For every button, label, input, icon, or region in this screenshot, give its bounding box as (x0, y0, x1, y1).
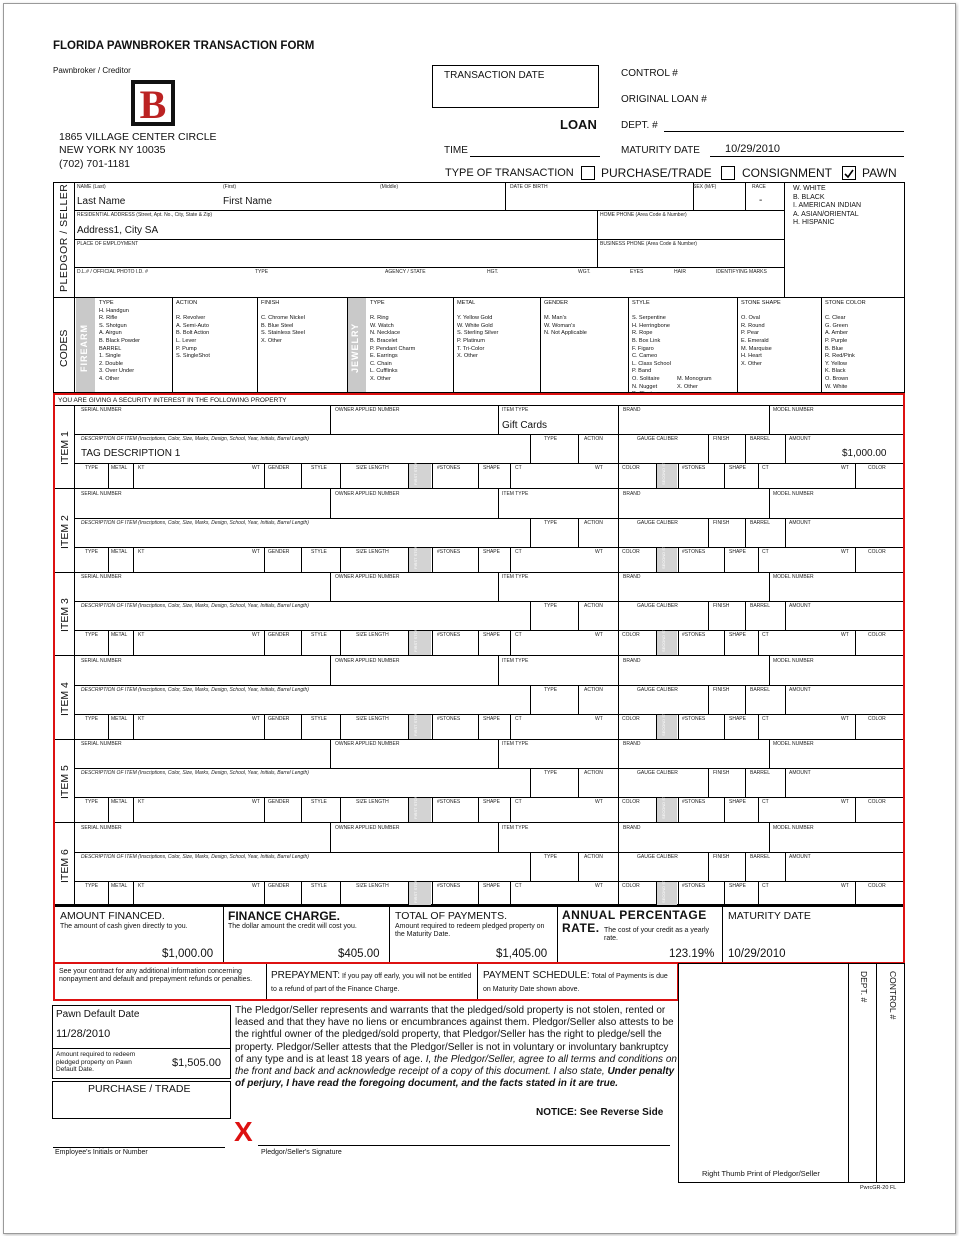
item-side-label: ITEM 4 (59, 682, 71, 716)
total-payments-text: Amount required to redeem pledged property on the Maturity Date. (395, 923, 545, 938)
creditor-address2: NEW YORK NY 10035 (59, 144, 166, 156)
brand-label: BRAND (623, 825, 641, 831)
type-label: TYPE (544, 687, 558, 693)
shape-label: SHAPE (729, 632, 746, 638)
prepayment-block: PREPAYMENT: If you pay off early, you will not be entitled to a refund of part of the Finance Charge. (271, 970, 472, 993)
shape-label: SHAPE (483, 549, 500, 555)
action-label: ACTION (584, 520, 603, 526)
footer-dept-label: DEPT. # (859, 971, 869, 1003)
serial-number-label: SERIAL NUMBER (81, 491, 122, 497)
race-field[interactable]: - (759, 195, 763, 206)
description-label: DESCRIPTION OF ITEM (Inscriptions, Color, Size, Marks, Design, School, Year, Initials, Barrel Length) (81, 770, 309, 776)
name-middle-label: (Middle) (380, 184, 399, 190)
highlight-items (53, 393, 905, 964)
amount-required-value: $1,505.00 (172, 1057, 221, 1069)
description-field[interactable]: TAG DESCRIPTION 1 (81, 448, 181, 459)
wt-label: WT (252, 632, 260, 638)
owner-number-label: OWNER APPLIED NUMBER (335, 574, 400, 580)
gender-label: GENDER (268, 716, 290, 722)
kt-label: KT (138, 549, 145, 555)
action-label: ACTION (584, 603, 603, 609)
id-type-label: TYPE (255, 269, 269, 275)
serial-number-label: SERIAL NUMBER (81, 658, 122, 664)
item-side-label: ITEM 5 (59, 765, 71, 799)
metal-label: METAL (111, 883, 128, 889)
wt-label: WT (595, 883, 603, 889)
employee-label: Employee's Initials or Number (55, 1149, 148, 1156)
first-stone-label: FIRST STONE (413, 542, 418, 569)
shape-label: SHAPE (729, 549, 746, 555)
type-label: TYPE (544, 520, 558, 526)
ct-label: CT (762, 799, 769, 805)
loan-label: LOAN (560, 117, 597, 132)
finish-label: FINISH (713, 520, 730, 526)
second-stone-label: SECOND STONE (661, 871, 666, 903)
total-payments-value: $1,405.00 (496, 948, 548, 960)
stones-label: #STONES (682, 716, 706, 722)
pledgor-section (53, 182, 905, 298)
brand-label: BRAND (623, 491, 641, 497)
first-stone-label: FIRST STONE (413, 709, 418, 736)
barrel-label: BARREL (750, 687, 771, 693)
jewelry-type-label: TYPE (85, 632, 99, 638)
style-label: STYLE (311, 465, 327, 471)
company-logo (131, 80, 175, 126)
transaction-date-label: TRANSACTION DATE (444, 70, 545, 81)
model-number-label: MODEL NUMBER (773, 825, 814, 831)
style-label: STYLE (311, 883, 327, 889)
barrel-label: BARREL (750, 770, 771, 776)
ct-label: CT (515, 716, 522, 722)
second-stone-label: SECOND STONE (661, 537, 666, 569)
amount-label: AMOUNT (789, 436, 811, 442)
style-label: STYLE (311, 716, 327, 722)
ct-label: CT (762, 716, 769, 722)
signature-label: Pledgor/Seller's Signature (261, 1149, 342, 1156)
agency-label: AGENCY / STATE (385, 269, 426, 275)
owner-number-label: OWNER APPLIED NUMBER (335, 825, 400, 831)
color-label: COLOR (868, 716, 886, 722)
item-type-label: ITEM TYPE (502, 658, 529, 664)
size-length-label: SIZE LENGTH (356, 465, 389, 471)
item-side-label: ITEM 2 (59, 515, 71, 549)
maturity-field[interactable] (710, 156, 904, 157)
amount-financed-label: AMOUNT FINANCED. (60, 910, 165, 922)
thumb-print-box (678, 963, 905, 1183)
wt-label: WT (595, 549, 603, 555)
metal-label: METAL (111, 632, 128, 638)
apr-label: ANNUAL PERCENTAGE RATE. (562, 908, 707, 935)
stone-shape-codes: STONE SHAPE O. Oval R. Round P. Pear E. Emerald M. Marquise H. Heart X. Other (741, 300, 781, 367)
shape-label: SHAPE (729, 883, 746, 889)
shape-label: SHAPE (483, 716, 500, 722)
second-stone-label: SECOND STONE (661, 620, 666, 652)
shape-label: SHAPE (483, 632, 500, 638)
signature-x-mark: X (234, 1116, 253, 1147)
item-type-field[interactable]: Gift Cards (502, 420, 548, 431)
item-type-label: ITEM TYPE (502, 407, 529, 413)
color-label: COLOR (622, 799, 640, 805)
notice-reverse: NOTICE: See Reverse Side (536, 1107, 664, 1118)
purchase-trade-box-label: PURCHASE / TRADE (88, 1083, 191, 1095)
stone-color-codes: STONE COLOR C. Clear G. Green A. Amber P. Purple B. Blue R. Red/Pink Y. Yellow K. Black O. Brown W. White (825, 300, 866, 390)
barrel-label: BARREL (750, 603, 771, 609)
barrel-label: BARREL (750, 520, 771, 526)
signature-field[interactable] (258, 1145, 670, 1146)
amount-label: AMOUNT (789, 770, 811, 776)
style-codes: STYLE S. Serpentine H. Herringbone R. Rope B. Box Link F. Figaro C. Cameo L. Class School P. Band O. Solitaire N. Nugget D. Cluster (632, 300, 671, 398)
jewelry-type-label: TYPE (85, 883, 99, 889)
contract-text: See your contract for any additional information concerning nonpayment and default and prepayment refunds or penalties. (59, 968, 253, 983)
metal-label: METAL (111, 549, 128, 555)
residential-label: RESIDENTIAL ADDRESS (Street, Apt. No., City, State & Zip) (77, 212, 213, 218)
consignment-label: CONSIGNMENT (742, 166, 832, 180)
action-label: ACTION (584, 770, 603, 776)
highlight-payments (53, 962, 679, 1001)
first-stone-label: FIRST STONE (413, 876, 418, 903)
gender-label: GENDER (268, 883, 290, 889)
model-number-label: MODEL NUMBER (773, 574, 814, 580)
finance-charge-text: The dollar amount the credit will cost you. (228, 923, 357, 930)
ct-label: CT (515, 465, 522, 471)
shape-label: SHAPE (483, 883, 500, 889)
wt-label: WT (841, 799, 849, 805)
finish-label: FINISH (713, 687, 730, 693)
kt-label: KT (138, 883, 145, 889)
wt-label: WT (595, 799, 603, 805)
dept-field[interactable] (664, 131, 904, 132)
purchase-trade-label: PURCHASE/TRADE (601, 166, 712, 180)
codes-side-label: CODES (58, 329, 70, 367)
race-label: RACE (752, 184, 766, 190)
finance-charge-value: $405.00 (338, 948, 380, 960)
disclosure-maturity-label: MATURITY DATE (728, 910, 811, 922)
description-label: DESCRIPTION OF ITEM (Inscriptions, Color, Size, Marks, Design, School, Year, Initials, Barrel Length) (81, 687, 309, 693)
jewelry-type-label: TYPE (85, 549, 99, 555)
owner-number-label: OWNER APPLIED NUMBER (335, 491, 400, 497)
description-label: DESCRIPTION OF ITEM (Inscriptions, Color, Size, Marks, Design, School, Year, Initials, Barrel Length) (81, 854, 309, 860)
color-label: COLOR (868, 799, 886, 805)
ct-label: CT (762, 632, 769, 638)
shape-label: SHAPE (483, 799, 500, 805)
brand-label: BRAND (623, 658, 641, 664)
wt-label: WT (252, 799, 260, 805)
type-label: TYPE (544, 603, 558, 609)
barrel-label: BARREL (750, 436, 771, 442)
model-number-label: MODEL NUMBER (773, 407, 814, 413)
stones-label: #STONES (437, 549, 461, 555)
second-stone-label: SECOND STONE (661, 704, 666, 736)
amount-label: AMOUNT (789, 854, 811, 860)
wt-label: WT (252, 716, 260, 722)
wt-label: WT (841, 465, 849, 471)
stones-label: #STONES (437, 883, 461, 889)
size-length-label: SIZE LENGTH (356, 799, 389, 805)
style-label: STYLE (311, 549, 327, 555)
description-label: DESCRIPTION OF ITEM (Inscriptions, Color, Size, Marks, Design, School, Year, Initials, Barrel Length) (81, 520, 309, 526)
consignment-checkbox[interactable] (721, 166, 735, 180)
jewelry-type-codes: TYPE R. Ring W. Watch N. Necklace B. Bracelet P. Pendant Charm E. Earrings C. Chain L. Cufflinks X. Other (370, 300, 416, 382)
footer-control-label: CONTROL # (888, 971, 898, 1020)
apr-text: The cost of your credit as a yearly rate. (604, 927, 710, 942)
wt-label: WT (595, 716, 603, 722)
gauge-caliber-label: GAUGE CALIBER (637, 603, 678, 609)
wt-label: WT (841, 883, 849, 889)
security-interest-header: YOU ARE GIVING A SECURITY INTEREST IN THE FOLLOWING PROPERTY (58, 397, 287, 404)
maturity-label: MATURITY DATE (621, 145, 700, 156)
wt-label: WT (595, 465, 603, 471)
gender-label: GENDER (268, 465, 290, 471)
shape-label: SHAPE (729, 465, 746, 471)
eyes-label: EYES (630, 269, 644, 275)
time-field[interactable] (470, 156, 600, 157)
color-label: COLOR (622, 883, 640, 889)
shape-label: SHAPE (729, 716, 746, 722)
ct-label: CT (762, 883, 769, 889)
brand-label: BRAND (623, 407, 641, 413)
jewelry-label: JEWELRY (350, 322, 360, 373)
amount-label: AMOUNT (789, 603, 811, 609)
logo-letter: B (139, 82, 167, 127)
model-number-label: MODEL NUMBER (773, 658, 814, 664)
creditor-address1: 1865 VILLAGE CENTER CIRCLE (59, 131, 217, 143)
first-name-field[interactable]: First Name (223, 196, 272, 207)
wt-label: WT (841, 632, 849, 638)
size-length-label: SIZE LENGTH (356, 883, 389, 889)
last-name-field[interactable]: Last Name (77, 196, 126, 207)
owner-number-label: OWNER APPLIED NUMBER (335, 741, 400, 747)
serial-number-label: SERIAL NUMBER (81, 574, 122, 580)
time-label: TIME (444, 145, 468, 156)
amount-financed-text: The amount of cash given directly to you. (60, 923, 188, 930)
wgt-label: WGT. (578, 269, 591, 275)
wt-label: WT (252, 465, 260, 471)
gender-codes: GENDER M. Man's W. Woman's N. Not Applicable (544, 300, 587, 337)
style-label: STYLE (311, 632, 327, 638)
wt-label: WT (841, 549, 849, 555)
gauge-caliber-label: GAUGE CALIBER (637, 436, 678, 442)
metal-label: METAL (111, 465, 128, 471)
kt-label: KT (138, 799, 145, 805)
item-type-label: ITEM TYPE (502, 741, 529, 747)
firearm-type-codes: TYPE H. Handgun R. Rifle S. Shotgun A. Airgun B. Black Powder BARREL 1. Single 2. Double 3. Over Under 4. Other (99, 300, 141, 382)
type-label: TYPE (544, 854, 558, 860)
wt-label: WT (595, 632, 603, 638)
stones-label: #STONES (682, 465, 706, 471)
item-side-label: ITEM 6 (59, 849, 71, 883)
hair-label: HAIR (674, 269, 686, 275)
color-label: COLOR (622, 549, 640, 555)
owner-number-label: OWNER APPLIED NUMBER (335, 658, 400, 664)
jewelry-type-label: TYPE (85, 716, 99, 722)
gauge-caliber-label: GAUGE CALIBER (637, 854, 678, 860)
employee-initials-field[interactable] (53, 1147, 225, 1148)
type-label: TYPE (544, 770, 558, 776)
address-field[interactable]: Address1, City SA (77, 225, 159, 236)
stones-label: #STONES (437, 716, 461, 722)
amount-field[interactable]: $1,000.00 (842, 448, 887, 459)
finish-label: FINISH (713, 603, 730, 609)
purchase-trade-checkbox[interactable] (581, 166, 595, 180)
style-label: STYLE (311, 799, 327, 805)
employment-label: PLACE OF EMPLOYMENT (77, 241, 139, 247)
serial-number-label: SERIAL NUMBER (81, 741, 122, 747)
wt-label: WT (252, 883, 260, 889)
hgt-label: HGT. (487, 269, 499, 275)
dl-label: D.L.# / OFFICIAL PHOTO I.D. # (77, 269, 148, 275)
item-side-label: ITEM 1 (59, 431, 71, 465)
race-codes-list: W. WHITE B. BLACK I. AMERICAN INDIAN A. ASIAN/ORIENTAL H. HISPANIC (793, 185, 862, 227)
control-label: CONTROL # (621, 68, 678, 79)
action-label: ACTION (584, 436, 603, 442)
style-extra-codes: M. Monogram X. Other (677, 376, 712, 390)
description-label: DESCRIPTION OF ITEM (Inscriptions, Color, Size, Marks, Design, School, Year, Initials, Barrel Length) (81, 436, 309, 442)
size-length-label: SIZE LENGTH (356, 632, 389, 638)
ct-label: CT (515, 632, 522, 638)
ct-label: CT (762, 549, 769, 555)
gender-label: GENDER (268, 549, 290, 555)
item-side-label: ITEM 3 (59, 598, 71, 632)
ct-label: CT (515, 883, 522, 889)
checkmark-icon (843, 168, 855, 180)
amount-financed-value: $1,000.00 (162, 948, 214, 960)
dept-label: DEPT. # (621, 120, 658, 131)
metal-codes: METAL Y. Yellow Gold W. White Gold S. Sterling Silver P. Platinum T. Tri-Color X. Other (457, 300, 499, 360)
amount-label: AMOUNT (789, 520, 811, 526)
name-first-label: (First) (223, 184, 237, 190)
firearm-action-codes: ACTION R. Revolver A. Semi-Auto B. Bolt Action L. Lever P. Pump S. SingleShot (176, 300, 210, 360)
model-number-label: MODEL NUMBER (773, 491, 814, 497)
payment-schedule-block: PAYMENT SCHEDULE: Total of Payments is due on Maturity Date shown above. (483, 970, 668, 993)
stones-label: #STONES (437, 799, 461, 805)
finance-charge-label: FINANCE CHARGE. (228, 909, 341, 923)
kt-label: KT (138, 716, 145, 722)
shape-label: SHAPE (483, 465, 500, 471)
stones-label: #STONES (437, 465, 461, 471)
business-phone-label: BUSINESS PHONE (Area Code & Number) (600, 241, 697, 247)
color-label: COLOR (622, 465, 640, 471)
second-stone-label: SECOND STONE (661, 787, 666, 819)
gender-label: GENDER (268, 799, 290, 805)
first-stone-label: FIRST STONE (413, 625, 418, 652)
default-date-value: 11/28/2010 (56, 1028, 111, 1040)
thumb-label: Right Thumb Print of Pledgor/Seller (702, 1169, 820, 1178)
total-payments-label: TOTAL OF PAYMENTS. (395, 910, 508, 922)
item-type-label: ITEM TYPE (502, 825, 529, 831)
gender-label: GENDER (268, 632, 290, 638)
color-label: COLOR (622, 716, 640, 722)
owner-number-label: OWNER APPLIED NUMBER (335, 407, 400, 413)
pawn-label: PAWN (862, 166, 897, 180)
ct-label: CT (515, 549, 522, 555)
dob-label: DATE OF BIRTH (510, 184, 548, 190)
color-label: COLOR (868, 883, 886, 889)
color-label: COLOR (868, 549, 886, 555)
action-label: ACTION (584, 854, 603, 860)
apr-value: 123.19% (669, 948, 715, 960)
name-last-label: NAME (Last) (77, 184, 106, 190)
first-stone-label: FIRST STONE (413, 792, 418, 819)
maturity-value: 10/29/2010 (725, 143, 781, 155)
serial-number-label: SERIAL NUMBER (81, 825, 122, 831)
metal-label: METAL (111, 799, 128, 805)
amount-required-label: Amount required to redeem pledged property on Pawn Default Date. (56, 1051, 136, 1073)
disclosure-maturity-value: 10/29/2010 (728, 948, 786, 960)
stones-label: #STONES (682, 883, 706, 889)
transaction-type-label: TYPE OF TRANSACTION (445, 167, 574, 179)
serial-number-label: SERIAL NUMBER (81, 407, 122, 413)
stones-label: #STONES (437, 632, 461, 638)
color-label: COLOR (868, 632, 886, 638)
color-label: COLOR (868, 465, 886, 471)
sex-label: SEX (M/F) (693, 184, 717, 190)
wt-label: WT (841, 716, 849, 722)
action-label: ACTION (584, 687, 603, 693)
kt-label: KT (138, 465, 145, 471)
creditor-phone: (702) 701-1181 (59, 158, 131, 170)
finish-label: FINISH (713, 436, 730, 442)
kt-label: KT (138, 632, 145, 638)
firearm-finish-codes: FINISH C. Chrome Nickel B. Blue Steel S. Stainless Steel X. Other (261, 300, 305, 344)
gauge-caliber-label: GAUGE CALIBER (637, 770, 678, 776)
second-stone-label: SECOND STONE (661, 453, 666, 485)
creditor-label: Pawnbroker / Creditor (53, 66, 131, 75)
jewelry-type-label: TYPE (85, 465, 99, 471)
form-title: FLORIDA PAWNBROKER TRANSACTION FORM (53, 40, 315, 52)
ct-label: CT (762, 465, 769, 471)
model-number-label: MODEL NUMBER (773, 741, 814, 747)
item-type-label: ITEM TYPE (502, 491, 529, 497)
home-phone-label: HOME PHONE (Area Code & Number) (600, 212, 687, 218)
brand-label: BRAND (623, 574, 641, 580)
stones-label: #STONES (682, 632, 706, 638)
type-label: TYPE (544, 436, 558, 442)
stones-label: #STONES (682, 799, 706, 805)
gauge-caliber-label: GAUGE CALIBER (637, 520, 678, 526)
item-type-label: ITEM TYPE (502, 574, 529, 580)
stones-label: #STONES (682, 549, 706, 555)
description-label: DESCRIPTION OF ITEM (Inscriptions, Color, Size, Marks, Design, School, Year, Initials, Barrel Length) (81, 603, 309, 609)
pawn-checkbox[interactable] (842, 166, 856, 180)
finish-label: FINISH (713, 770, 730, 776)
first-stone-label: FIRST STONE (413, 458, 418, 485)
form-code: PwrcGR-20 FL (860, 1185, 897, 1191)
jewelry-type-label: TYPE (85, 799, 99, 805)
default-date-label: Pawn Default Date (56, 1009, 140, 1020)
gauge-caliber-label: GAUGE CALIBER (637, 687, 678, 693)
finish-label: FINISH (713, 854, 730, 860)
original-loan-label: ORIGINAL LOAN # (621, 94, 707, 105)
amount-label: AMOUNT (789, 687, 811, 693)
size-length-label: SIZE LENGTH (356, 549, 389, 555)
barrel-label: BARREL (750, 854, 771, 860)
warranty-text: The Pledgor/Seller represents and warrants that the pledged/sold property is not stolen, rented or leased and that they have no liens or encumbrances against them. Pledgor/Seller also attests to be the rightful owner of the pledged/sold property, that Pledgor/Seller has the right to pledge/sell the property. Pledgor/Seller attests that the Pledgor/Seller is not in voluntary or involuntary bankruptcy of any type and is at least 18 years of age. I, the Pledgor/Seller, agree to all terms and conditions on the front and back and acknowledge receipt of a copy of this document. I also state, Under penalty of perjury, I have read the foregoing document, and the facts stated in it are true. (235, 1005, 677, 1090)
shape-label: SHAPE (729, 799, 746, 805)
wt-label: WT (252, 549, 260, 555)
color-label: COLOR (622, 632, 640, 638)
metal-label: METAL (111, 716, 128, 722)
pledgor-side-label: PLEDGOR / SELLER (58, 183, 70, 292)
firearm-label: FIREARM (79, 324, 89, 372)
ct-label: CT (515, 799, 522, 805)
size-length-label: SIZE LENGTH (356, 716, 389, 722)
brand-label: BRAND (623, 741, 641, 747)
marks-label: IDENTIFYING MARKS (716, 269, 767, 275)
